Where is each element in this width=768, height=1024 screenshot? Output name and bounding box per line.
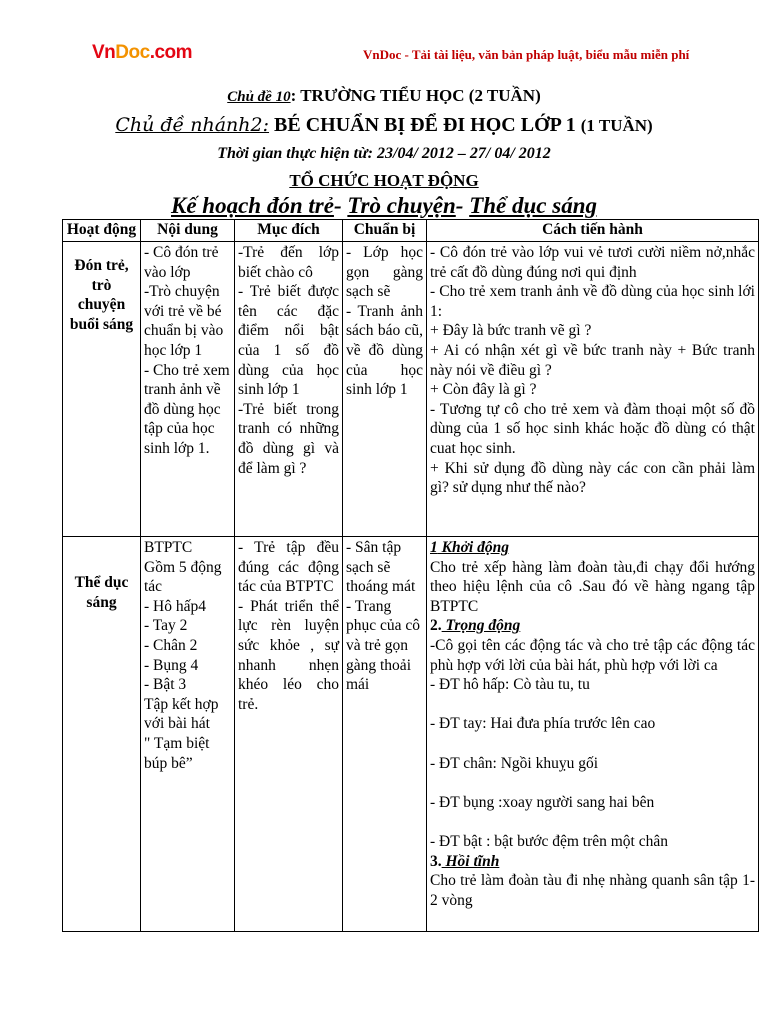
row-purpose: - Trẻ tập đều đúng các động tác của BTPTC - Phát triển thể lực rèn luyện sức khỏe , sự nhanh nhẹn khéo léo cho trẻ.	[235, 537, 343, 932]
topic-title: : TRƯỜNG TIỂU HỌC (2 TUẦN)	[290, 86, 541, 105]
subtopic-label: Chủ đề nhánh2:	[115, 114, 270, 136]
section-heading	[430, 852, 755, 872]
section-title: Hồi tĩnh	[441, 852, 500, 870]
section-title: Trọng động	[441, 617, 521, 635]
section-number: 2.	[430, 617, 442, 635]
table-header-row	[63, 220, 759, 242]
section-heading	[430, 616, 755, 636]
row-content: BTPTC Gồm 5 động tác - Hô hấp4 - Tay 2 - Chân 2 - Bụng 4 - Bật 3 Tập kết hợp với bài hát " Tạm biệt búp bê”	[141, 537, 235, 932]
row-content: - Cô đón trẻ vào lớp -Trò chuyện với trẻ về bé chuẩn bị vào học lớp 1 - Cho trẻ xem tranh ảnh về đồ dùng học tập của học sinh lớp 1.	[141, 242, 235, 537]
logo-part-doc: Doc	[115, 42, 150, 63]
topic-heading	[0, 86, 768, 106]
table-row	[63, 537, 759, 932]
plan-separator-1: -	[333, 193, 348, 218]
col-header-content: Nội dung	[141, 220, 235, 242]
plan-heading	[0, 193, 768, 219]
exercise-item: - ĐT chân: Ngồi khuỵu gối	[430, 754, 599, 772]
plan-part-3: Thể dục sáng	[469, 193, 597, 218]
exercise-item: - ĐT bật : bật bước đệm trên một chân	[430, 832, 668, 850]
plan-separator-2: -	[455, 193, 470, 218]
col-header-purpose: Mục đích	[235, 220, 343, 242]
row-prep: - Lớp học gọn gàng sạch sẽ - Tranh ảnh sách báo cũ, về đồ dùng của học sinh lớp 1	[343, 242, 427, 537]
subtopic-weeks: (1 TUẦN)	[580, 116, 653, 135]
topic-label: Chủ đề 10	[227, 89, 291, 105]
row-prep: - Sân tập sạch sẽ thoáng mát - Trang phục của cô và trẻ gọn gàng thoải mái	[343, 537, 427, 932]
subtopic-heading	[0, 114, 768, 137]
col-header-prep: Chuẩn bị	[343, 220, 427, 242]
table-row	[63, 242, 759, 537]
logo-part-com: .com	[149, 42, 193, 63]
row-purpose: -Trẻ đến lớp biết chào cô - Trẻ biết được tên các đặc điểm nổi bật của 1 số đồ dùng của học sinh lớp 1 -Trẻ biết trong tranh có những đồ dùng gì và để làm gì ?	[235, 242, 343, 537]
subtopic-title: BÉ CHUẨN BỊ ĐỂ ĐI HỌC LỚP 1	[269, 114, 581, 136]
activity-plan-table	[62, 219, 759, 932]
exercise-item: - ĐT hô hấp: Cò tàu tu, tu	[430, 676, 590, 694]
section-text: Cho trẻ làm đoàn tàu đi nhẹ nhàng quanh sân tập 1- 2 vòng	[430, 872, 755, 909]
section-number: 3.	[430, 852, 442, 870]
section-title: Khởi động	[437, 539, 509, 556]
col-header-method: Cách tiến hành	[427, 220, 759, 242]
section-text: -Cô gọi tên các động tác và cho trẻ tập các động tác phù hợp với lời của bài hát, phù hợp với lời ca	[430, 636, 755, 674]
row-method	[427, 537, 759, 932]
time-range: Thời gian thực hiện từ: 23/04/ 2012 – 27/ 04/ 2012	[217, 145, 551, 162]
exercise-item: - ĐT tay: Hai đưa phía trước lên cao	[430, 715, 656, 733]
logo-part-vn: Vn	[92, 42, 116, 63]
row-activity: Thể dục sáng	[63, 537, 141, 932]
plan-part-2: Trò chuyện	[347, 193, 456, 218]
plan-part-1: Kế hoạch đón trẻ	[171, 193, 334, 218]
vndoc-logo[interactable]	[92, 42, 192, 64]
section-number: 1	[430, 539, 438, 556]
section-text: Cho trẻ xếp hàng làm đoàn tàu,đi chạy đổi hướng theo hiệu lệnh của cô .Sau đó về hàng ngang tập BTPTC	[430, 558, 755, 615]
org-heading: TỔ CHỨC HOẠT ĐỘNG	[289, 171, 479, 190]
exercise-item: - ĐT bụng :xoay người sang hai bên	[430, 793, 655, 811]
site-tagline: VnDoc - Tải tài liệu, văn bản pháp luật, biểu mẫu miễn phí	[363, 47, 690, 62]
row-method: - Cô đón trẻ vào lớp vui vẻ tươi cười niềm nở,nhắc trẻ cất đồ dùng đúng nơi qui định - Cho trẻ xem tranh ảnh về đồ dùng của học sinh lới 1: + Đây là bức tranh vẽ gì ? + Ai có nhận xét gì về bức tranh này + Bức tranh này nói về điều gì ? + Còn đây là gì ? - Tương tự cô cho trẻ xem và đàm thoại một số đồ dùng của 1 số học sinh khác hoặc đồ dùng có thật cuat học sinh. + Khi sử dụng đồ dùng này các con cần phải làm gì? sử dụng như thế nào?	[427, 242, 759, 537]
section-heading	[430, 538, 755, 558]
row-activity: Đón trẻ, trò chuyện buổi sáng	[63, 242, 141, 537]
col-header-activity: Hoạt động	[63, 220, 141, 242]
